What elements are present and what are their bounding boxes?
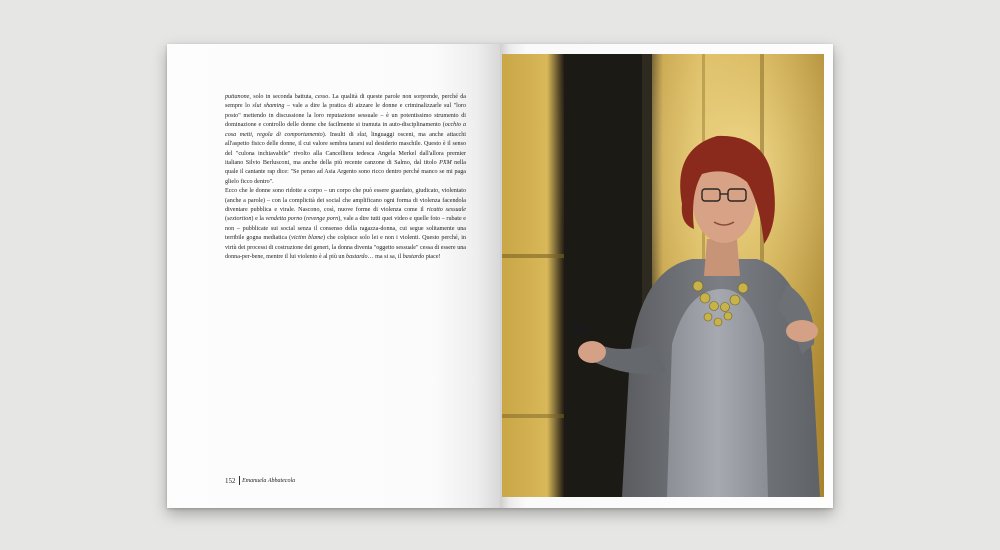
open-book [167, 44, 833, 508]
italic-run: cesso [315, 94, 329, 100]
italic-run: slut [357, 131, 367, 138]
text-run: ), vale a dire tutti quei video e quelle foto – rubate e non – pubblicate sui social senza il consenso della ragazza-donna, cui segue solitamente una terribile gogna mediatica ( [225, 216, 466, 242]
speaker-photo [502, 54, 824, 497]
italic-run: revenge porn [305, 216, 339, 223]
text-run: … ma si sa, il [367, 254, 403, 261]
italic-run: sextortion [227, 216, 252, 223]
text-run: , solo in seconda battuta, [249, 94, 316, 100]
italic-run: occhio a cosa metti, regola di comportamento [225, 122, 466, 138]
text-run: – vale a dire la pratica di aizzare le donne e criminalizzarle sul "loro posto" mettendo in discussione la loro reputazione sessuale – è un potentissimo strumento di dominazione e controllo delle donne che facilmente si tramuta in auto-disciplinamento ( [225, 103, 466, 129]
italic-run: puttanone [225, 94, 250, 100]
text-run: , linguaggi osceni, ma anche attacchi all'aspetto fisico delle donne, il cui valore sembra tararsi sul desiderio maschile. Questo è il senso del "culona inchiavabile" rivolto alla Cancelliera tedesca Angela Merkel dall'allora premier italiano Silvio Berlusconi, ma anche della più recente canzone di Salmo, dal titolo [225, 131, 466, 166]
paragraph-1 [225, 93, 466, 187]
text-run: ( [225, 216, 228, 223]
page-number: 152 [225, 476, 236, 485]
italic-run: PXM [439, 159, 452, 166]
text-run: ) che colpisce solo lei e non i violenti. Questo perché, in virtù dei processi di costruzione dei generi, la donna diventa "oggetto sessuale" cessa di essere una donna-per-bene, mentre il lui violento è al più un [225, 235, 466, 261]
text-run: nella quale il cantante rap dice: "Se penso ad Asia Argento sono ricco dentro perché manco se mi paga glielo ficco dentro". [225, 159, 466, 185]
italic-run: bastardo [346, 254, 368, 261]
body-text [225, 93, 466, 263]
folio-divider [239, 476, 240, 485]
left-page [167, 44, 500, 508]
italic-run: bastardo [402, 254, 425, 261]
running-author: Emanuela Abbatecola [242, 477, 296, 484]
text-run: ( [302, 216, 306, 223]
photo-illustration [502, 54, 824, 497]
text-run: ) e la [251, 216, 266, 223]
paragraph-2 [225, 187, 466, 262]
text-run: ). Insulti di [322, 131, 358, 138]
page-footer [225, 476, 295, 485]
italic-run: slut shaming [252, 103, 285, 110]
italic-run: ricatto sessuale [426, 207, 466, 214]
text-run: piace! [424, 254, 441, 261]
text-run: . La qualità di queste parole non sorprende, perché da sempre lo [225, 94, 466, 110]
text-run: Ecco che le donne sono ridotte a corpo – un corpo che può essere guardato, giudicato, violentato (anche a parole) – con la complicità dei social che amplificano ogni forma di violenza facendola diventare pubblica e virale. Nascono, così, nuove forme di violenza come il [225, 188, 466, 214]
italic-run: vendetta porno [265, 216, 303, 223]
italic-run: victim blame [291, 235, 323, 242]
